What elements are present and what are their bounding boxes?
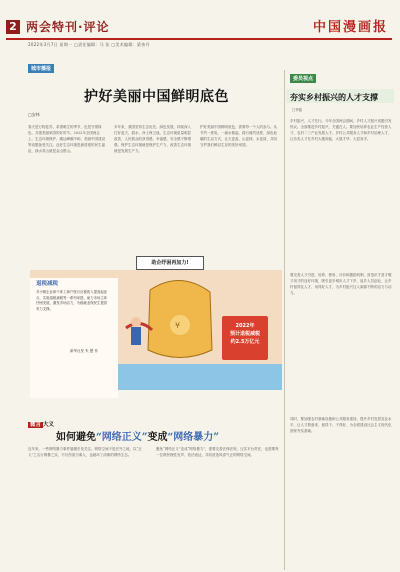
cartoon-caption-text: 对小微企业和个体工商户按月应税收入提高起征点、实施退税减税等一系列举措，助力市场主体纾困发展，激发市场活力，为稳就业保民生提供有力支撑。 [36,290,108,311]
sidebar-paragraph-3: 同时，要加强农村基础设施和公共服务建设，提升乡村宜居宜业水平，让人才愿意来、留得下、干得好，为全面建设社会主义现代化国家夯实基础。 [290,417,392,433]
headline-part-1: 如何避免 [56,432,96,443]
headline-part-3: 变成 [147,432,168,443]
svg-text:¥: ¥ [175,321,181,330]
header-rule [6,38,392,40]
bottom-tag-highlight: 微言 [30,422,42,428]
sidebar-title: 夯实乡村振兴的人才支撑 [290,92,378,102]
tax-card [222,316,268,360]
section-title: 两会特刊·评论 [26,20,110,34]
sidebar-paragraph-2: 要完善人才引进、培养、使用、评价和激励机制，营造识才爱才敬才用才的良好环境，吸引更多城市人才下乡、返乡人员创业，让乡村留得住人才、用得好人才，为乡村振兴注入源源不断的活力与动力。 [290,273,392,295]
bottom-tag-rest: 大义 [43,422,55,428]
cartoon-author: 新华社发 朱 慧 作 [70,349,98,353]
main-headline: 护好美丽中国鲜明底色 [84,89,229,105]
cartoon-banner: 助企纾困再加力! [136,256,204,270]
page-number: 2 [6,20,20,34]
cartoon-caption-title: 退税减税 [36,281,59,287]
main-byline: □安林 [28,112,40,117]
bottom-paragraph-1: 近年来，一些网络暴力事件屡屡引发关注。网络空间不是法外之地，以“正义”之名行网暴之实，不仅伤害当事人，也破坏了清朗的网络生态。 [28,447,142,457]
main-paragraph-1: 春天是万物复苏、希望萌生的季节，也是守望绿色、共建美丽家园的好时节。2022年全国两会上，生态环境保护、碳达峰碳中和、美丽中国建设等话题备受关注。良好生态环境是最普惠的民生福祉，绿水青山就是金山银山。 [28,125,105,153]
tax-card-text: 2022年 预计退税减税 约2.5万亿元 [229,323,260,345]
bottom-paragraph-2: 避免“网络正义”变成“网络暴力”，需要完善法律法规，压实平台责任，也需要每一位网民理性发声、依法表达，共同营造风清气正的网络空间。 [156,447,279,457]
column-divider [284,70,285,570]
issue-line: 2022年3月7日 星期一 □责任编辑：马 张 □美术编辑：梁伟丹 [28,42,150,47]
bottom-headline [56,428,219,443]
sidebar-paragraph-1: 乡村振兴，人才先行。今年全国两会期间，乡村人才振兴话题引发热议。全面推进乡村振兴，关键在人。要加快培养农业生产经营人才、农村二三产业发展人才、乡村公共服务人才和乡村治理人才，让各类人才在乡村大施所能、大展才华、大显身手。 [290,119,392,141]
sidebar-tag: 委员视点 [290,74,316,83]
headline-part-2: “网络正义” [96,432,148,443]
main-paragraph-2: 多年来，我国坚持生态优先、绿色发展，持续深入打好蓝天、碧水、净土保卫战，生态环境质量明显改善，人民群众的获得感、幸福感、安全感不断增强。保护生态环境就是保护生产力，改善生态环境就是发展生产力。 [114,125,191,153]
bottom-column-tag [28,420,54,428]
newspaper-logo: 中国漫画报 [312,20,388,35]
sidebar-author: □李铭 [292,108,303,112]
main-paragraph-3: 护好美丽中国鲜明底色，需要每一个人的参与。从节约一度电、一滴水做起，践行简约适度、绿色低碳的生活方式，让天更蓝、山更绿、水更清，共同守护我们赖以生存的美好家园。 [200,125,277,147]
column-tag: 城市播报 [28,64,54,73]
headline-part-4: “网络暴力” [167,432,220,443]
